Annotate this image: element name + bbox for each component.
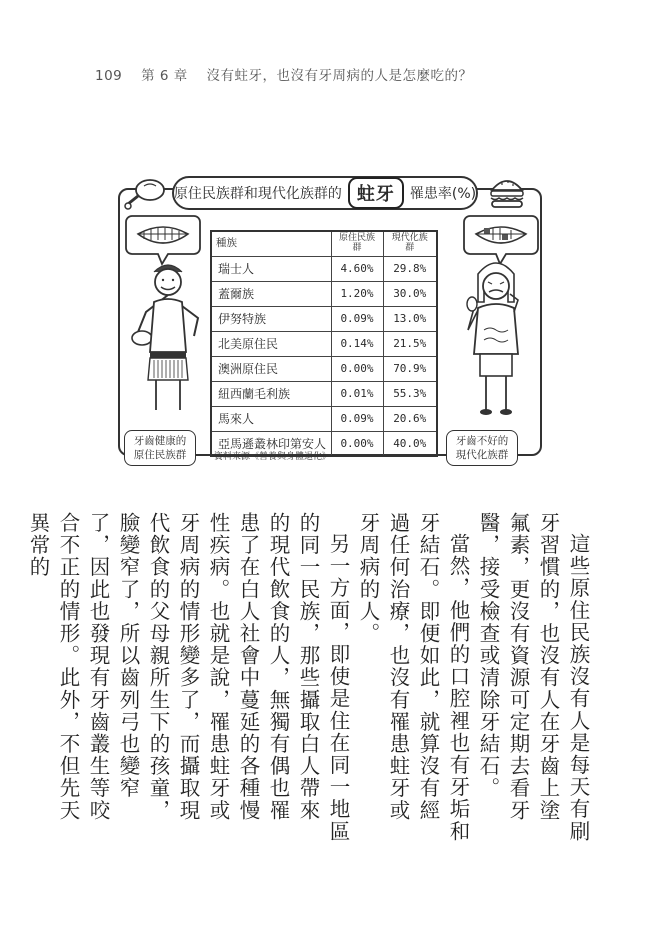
table-row [211,381,437,406]
modern-rate-cell: 20.6% [383,406,437,431]
table-header-row [211,231,437,256]
caries-rate-table [210,230,438,457]
ethnicity-cell: 紐西蘭毛利族 [211,381,331,406]
paragraph: 當然，他們的口腔裡也有牙垢和牙結石。即便如此，就算沒有經過任何治療，也沒有罹患蛀牙或牙周病的人。 [356,512,470,842]
table-row [211,256,437,281]
body-text [23,512,593,842]
modern-rate-cell: 40.0% [383,431,437,456]
modern-rate-cell: 55.3% [383,381,437,406]
label-unhealthy-modern: 牙齒不好的現代化族群 [446,430,518,466]
ethnicity-cell: 蓋爾族 [211,281,331,306]
figure-source: 資料來源《營養與身體退化》 [214,452,332,462]
modern-rate-cell: 30.0% [383,281,437,306]
modern-rate-cell: 29.8% [383,256,437,281]
modern-rate-cell: 21.5% [383,331,437,356]
label-healthy-native: 牙齒健康的原住民族群 [124,430,196,466]
column-header-ethnicity: 種族 [211,231,331,256]
native-person-illustration [128,260,208,428]
ethnicity-cell: 馬來人 [211,406,331,431]
native-rate-cell: 4.60% [331,256,383,281]
figure-title-highlight: 蛀牙 [348,177,404,209]
page-number: 109 [95,68,123,84]
modern-rate-cell: 70.9% [383,356,437,381]
table-row [211,306,437,331]
caries-figure [110,168,554,466]
native-rate-cell: 0.00% [331,431,383,456]
native-rate-cell: 0.01% [331,381,383,406]
figure-title [172,176,478,210]
column-header-modern: 現代化族群 [383,231,437,256]
paragraph: 這些原住民族沒有人是每天有刷牙習慣的，也沒有人在牙齒上塗氟素，更沒有資源可定期去看牙醫，接受檢查或清除牙結石。 [476,512,590,842]
chapter-label: 第 6 章 [141,68,188,84]
native-rate-cell: 0.14% [331,331,383,356]
modern-rate-cell: 13.0% [383,306,437,331]
native-rate-cell: 0.09% [331,406,383,431]
ethnicity-cell: 伊努特族 [211,306,331,331]
page-header [95,64,487,84]
meat-drumstick-icon [124,176,168,210]
ethnicity-cell: 澳洲原住民 [211,356,331,381]
native-rate-cell: 0.09% [331,306,383,331]
table-row [211,281,437,306]
ethnicity-cell: 北美原住民 [211,331,331,356]
column-header-native: 原住民族群 [331,231,383,256]
chapter-title: 沒有蛀牙，也沒有牙周病的人是怎麼吃的？ [206,68,473,84]
ethnicity-cell: 瑞士人 [211,256,331,281]
hamburger-icon [486,172,528,212]
table-row [211,356,437,381]
native-rate-cell: 0.00% [331,356,383,381]
table-row [211,406,437,431]
ethnicity-cell: 亞馬遜叢林印第安人 [211,431,331,456]
paragraph: 另一方面，即使是住在同一地區的同一民族，那些攝取白人帶來的現代飲食的人，無獨有偶也罹患了在白人社會中蔓延的各種慢性疾病。也就是說，罹患蛀牙或牙周病的情形變多了，而攝取現代飲食的父母親所生下的孩童，臉變窄了，所以齒列弓也變窄了，因此也發現有牙齒叢生等咬合不正的情形。此外，不但先天異常的 [26,512,350,842]
table-row [211,331,437,356]
figure-title-prefix: 原住民族群和現代化族群的 [173,186,342,202]
healthy-teeth-bubble-icon [124,212,202,266]
native-rate-cell: 1.20% [331,281,383,306]
decayed-teeth-bubble-icon [462,212,540,266]
figure-title-suffix: 罹患率(%) [409,186,477,202]
modern-person-illustration [454,260,538,428]
